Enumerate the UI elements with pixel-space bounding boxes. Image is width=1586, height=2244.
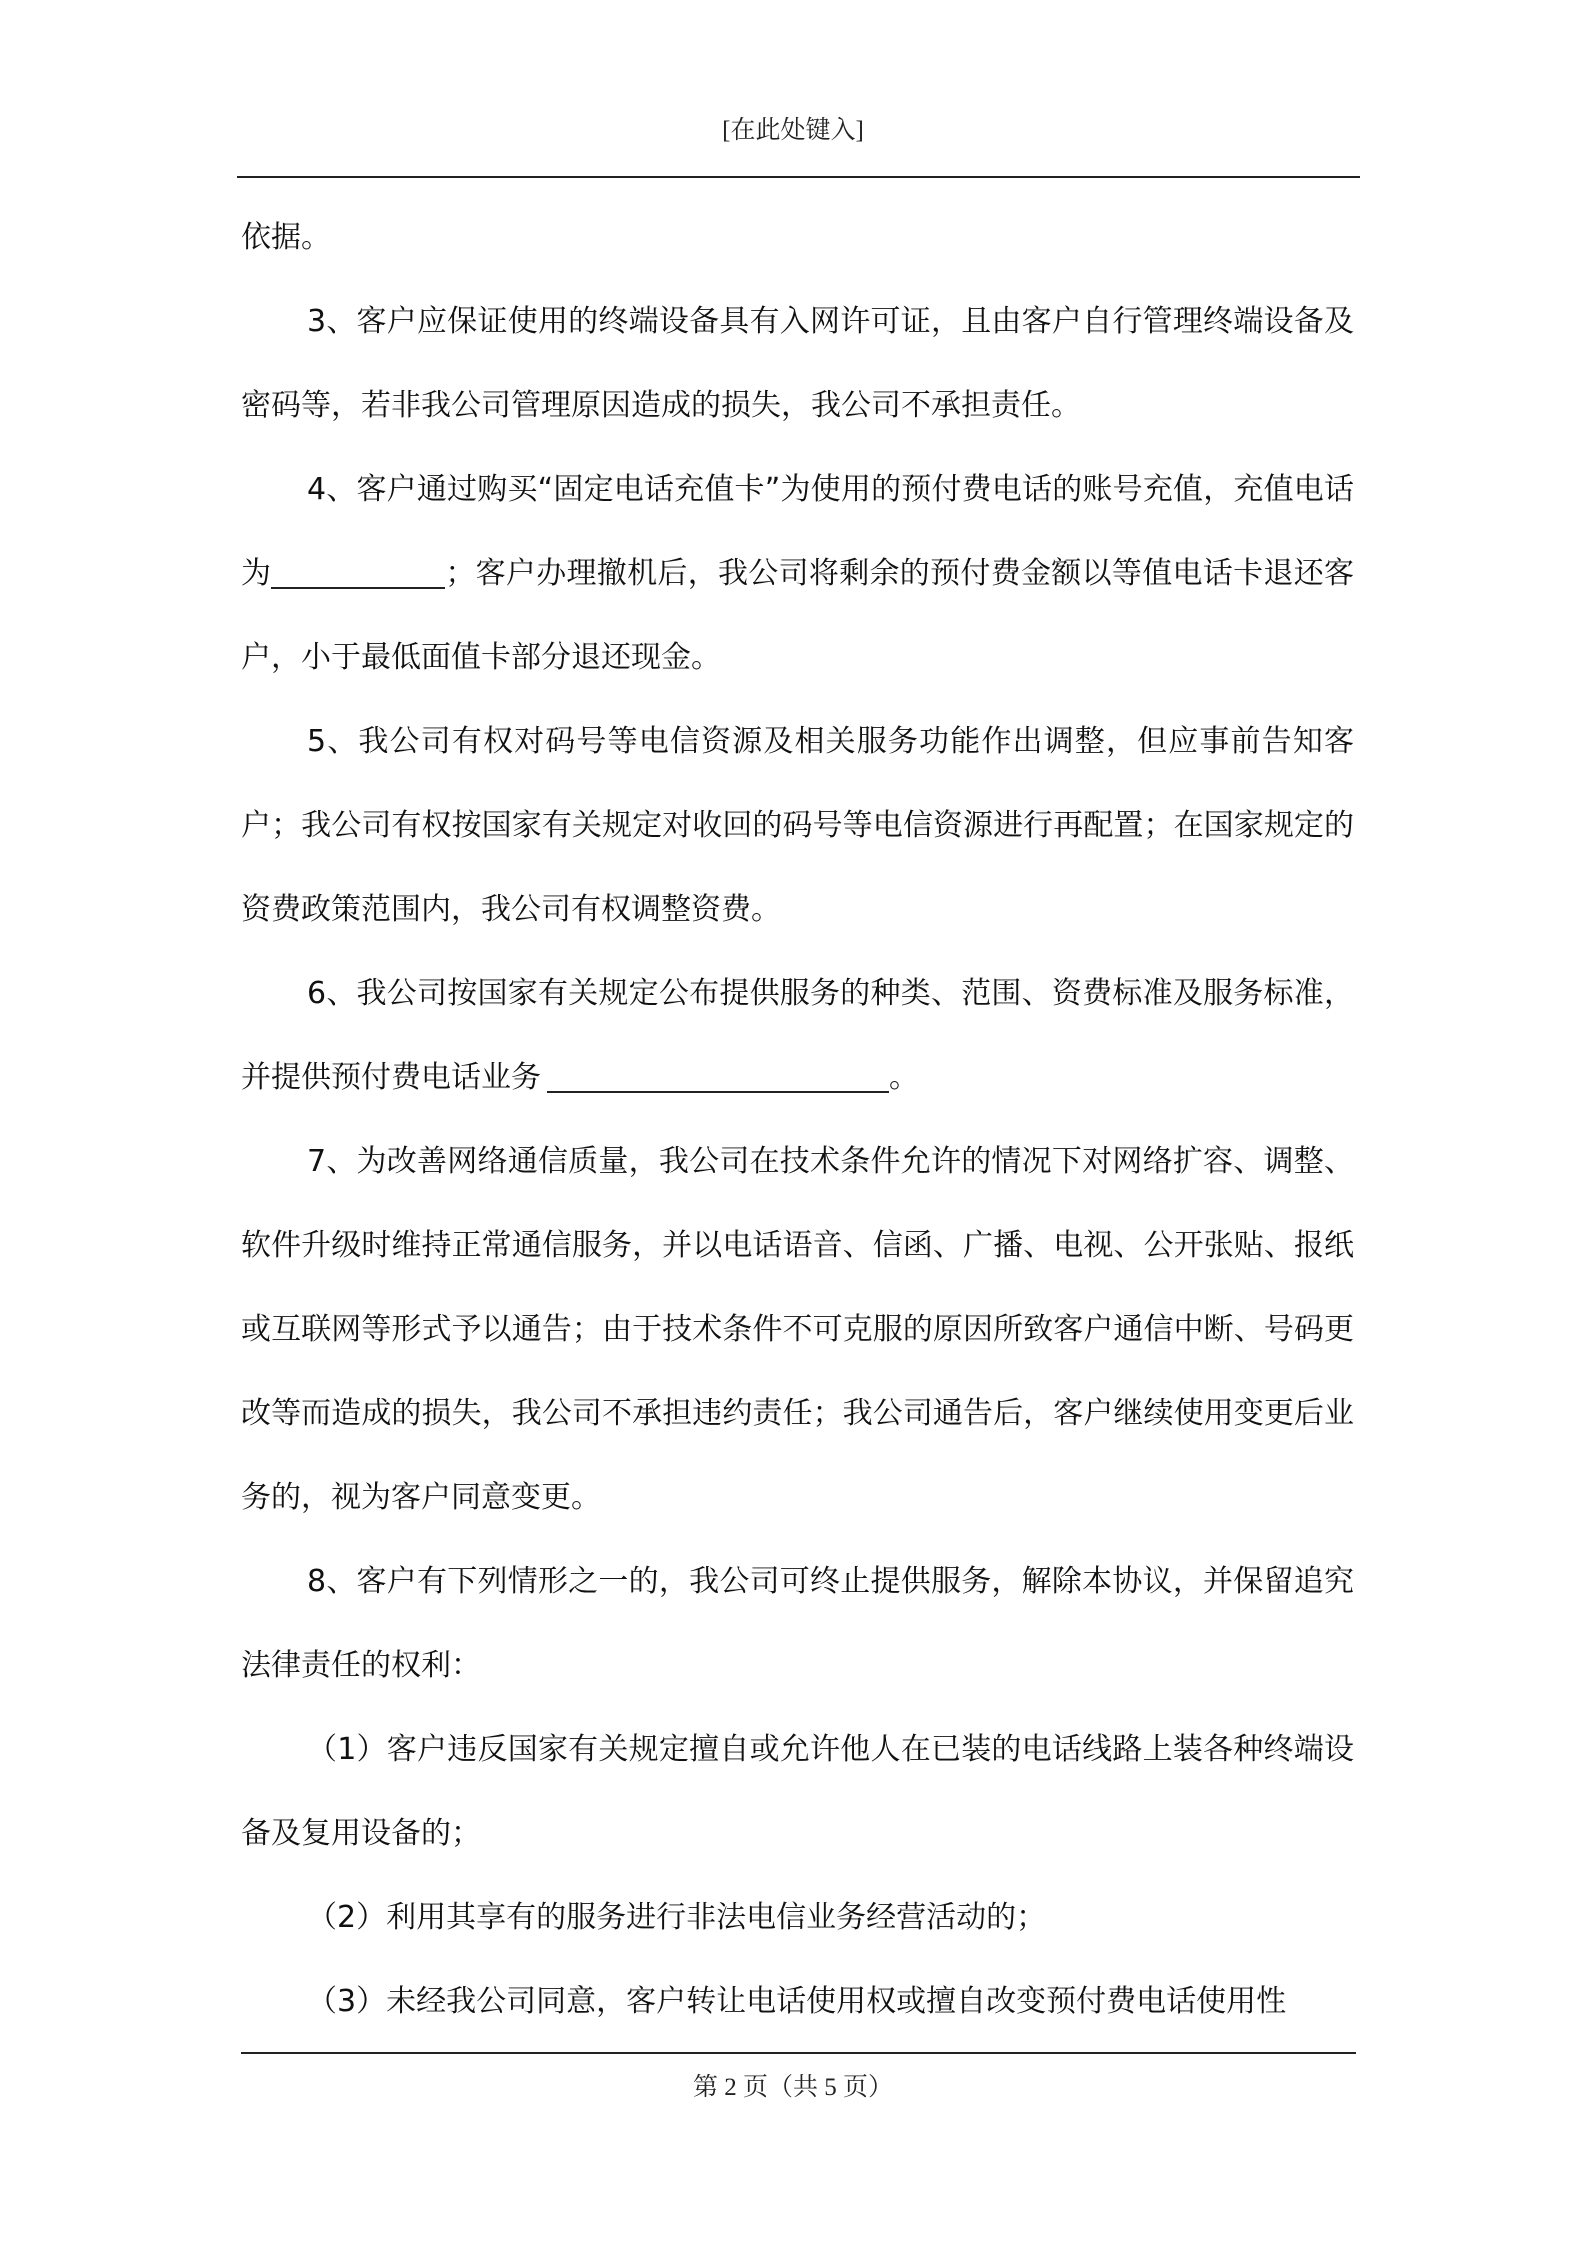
paragraph-clause-6 xyxy=(241,952,1354,1120)
fill-in-blank-service[interactable] xyxy=(547,1055,889,1093)
document-body xyxy=(241,196,1354,2044)
clause-4-text-before: 4、客户通过购买“固定电话充值卡”为使用的预付费电话的账号充值，充值电话为 xyxy=(241,472,1354,591)
fill-in-blank-phone-number[interactable] xyxy=(271,551,445,589)
list-item-3: （3）未经我公司同意，客户转让电话使用权或擅自改变预付费电话使用性 xyxy=(307,1984,1287,2019)
header-divider xyxy=(237,176,1360,178)
list-item-2: （2）利用其享有的服务进行非法电信业务经营活动的； xyxy=(307,1900,1047,1935)
page-number: 第 2 页（共 5 页） xyxy=(692,2074,893,2101)
footer-divider xyxy=(241,2052,1356,2054)
paragraph-continuation: 依据。 xyxy=(241,220,331,255)
clause-6-text-after: 。 xyxy=(889,1060,919,1095)
clause-4-text-after: ；客户办理撤机后，我公司将剩余的预付费金额以等值电话卡退还客户，小于最低面值卡部分退还现金。 xyxy=(241,556,1355,675)
paragraph-clause-3: 3、客户应保证使用的终端设备具有入网许可证，且由客户自行管理终端设备及密码等，若非我公司管理原因造成的损失，我公司不承担责任。 xyxy=(241,304,1354,423)
paragraph-clause-7: 7、为改善网络通信质量，我公司在技术条件允许的情况下对网络扩容、调整、软件升级时维持正常通信服务，并以电话语音、信函、广播、电视、公开张贴、报纸或互联网等形式予以通告；由于技术条件不可克服的原因所致客户通信中断、号码更改等而造成的损失，我公司不承担违约责任；我公司通告后，客户继续使用变更后业务的，视为客户同意变更。 xyxy=(241,1144,1354,1515)
paragraph-clause-5: 5、我公司有权对码号等电信资源及相关服务功能作出调整，但应事前告知客户；我公司有权按国家有关规定对收回的码号等电信资源进行再配置；在国家规定的资费政策范围内，我公司有权调整资费。 xyxy=(241,724,1354,927)
paragraph-clause-4 xyxy=(241,448,1354,700)
paragraph-clause-8: 8、客户有下列情形之一的，我公司可终止提供服务，解除本协议，并保留追究法律责任的权利： xyxy=(241,1564,1354,1683)
list-item-1: （1）客户违反国家有关规定擅自或允许他人在已装的电话线路上装各种终端设备及复用设备的； xyxy=(241,1732,1354,1851)
clause-6-text-before: 6、我公司按国家有关规定公布提供服务的种类、范围、资费标准及服务标准，并提供预付费电话业务 xyxy=(241,976,1354,1095)
page-header: [在此处键入] xyxy=(722,117,864,144)
